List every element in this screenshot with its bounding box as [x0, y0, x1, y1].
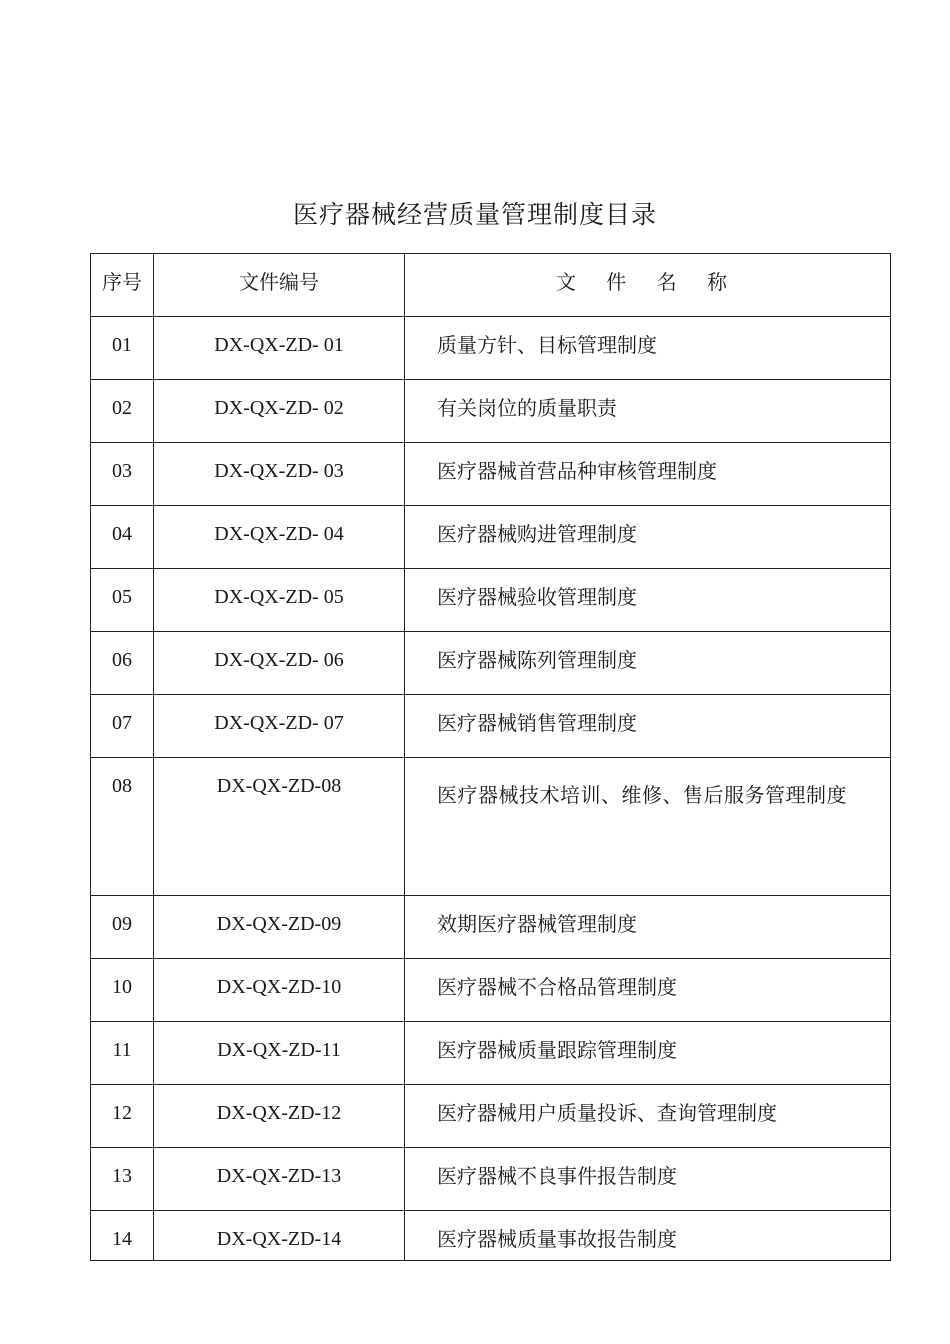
row-name: 医疗器械验收管理制度 [405, 569, 891, 632]
row-number: 03 [91, 443, 154, 506]
table-row [91, 632, 891, 695]
row-name: 医疗器械不合格品管理制度 [405, 959, 891, 1022]
header-name: 文 件 名 称 [405, 254, 891, 317]
row-code: DX-QX-ZD-10 [154, 959, 405, 1022]
row-number: 08 [91, 758, 154, 896]
page-title: 医疗器械经营质量管理制度目录 [292, 200, 657, 229]
row-name: 效期医疗器械管理制度 [405, 896, 891, 959]
row-code: DX-QX-ZD- 06 [154, 632, 405, 695]
row-name: 医疗器械质量事故报告制度 [405, 1211, 891, 1261]
row-code: DX-QX-ZD-14 [154, 1211, 405, 1261]
row-code: DX-QX-ZD-09 [154, 896, 405, 959]
row-code: DX-QX-ZD-12 [154, 1085, 405, 1148]
table-row [91, 959, 891, 1022]
header-number: 序号 [91, 254, 154, 317]
row-code: DX-QX-ZD-08 [154, 758, 405, 896]
row-code: DX-QX-ZD- 05 [154, 569, 405, 632]
row-code: DX-QX-ZD-13 [154, 1148, 405, 1211]
row-code: DX-QX-ZD- 03 [154, 443, 405, 506]
table-row [91, 896, 891, 959]
row-name: 有关岗位的质量职责 [405, 380, 891, 443]
table-row [91, 569, 891, 632]
row-name: 医疗器械销售管理制度 [405, 695, 891, 758]
document-index-table [90, 253, 891, 1261]
table-row [91, 758, 891, 896]
row-name: 医疗器械购进管理制度 [405, 506, 891, 569]
row-number: 10 [91, 959, 154, 1022]
row-code: DX-QX-ZD-11 [154, 1022, 405, 1085]
row-number: 13 [91, 1148, 154, 1211]
table-row [91, 695, 891, 758]
row-name: 医疗器械首营品种审核管理制度 [405, 443, 891, 506]
row-code: DX-QX-ZD- 07 [154, 695, 405, 758]
table-row [91, 443, 891, 506]
row-name: 质量方针、目标管理制度 [405, 317, 891, 380]
row-name: 医疗器械用户质量投诉、查询管理制度 [405, 1085, 891, 1148]
row-number: 09 [91, 896, 154, 959]
table-row [91, 1148, 891, 1211]
table-row [91, 1085, 891, 1148]
row-number: 05 [91, 569, 154, 632]
table-row [91, 506, 891, 569]
row-code: DX-QX-ZD- 01 [154, 317, 405, 380]
row-name: 医疗器械技术培训、维修、售后服务管理制度 [405, 758, 891, 896]
row-number: 04 [91, 506, 154, 569]
row-number: 07 [91, 695, 154, 758]
table-header-row [91, 254, 891, 317]
table-row [91, 317, 891, 380]
row-name: 医疗器械质量跟踪管理制度 [405, 1022, 891, 1085]
row-number: 02 [91, 380, 154, 443]
row-number: 01 [91, 317, 154, 380]
row-code: DX-QX-ZD- 02 [154, 380, 405, 443]
table-row [91, 1022, 891, 1085]
table-row [91, 380, 891, 443]
row-name: 医疗器械陈列管理制度 [405, 632, 891, 695]
table-row [91, 1211, 891, 1261]
row-number: 06 [91, 632, 154, 695]
row-number: 11 [91, 1022, 154, 1085]
row-code: DX-QX-ZD- 04 [154, 506, 405, 569]
row-number: 12 [91, 1085, 154, 1148]
row-number: 14 [91, 1211, 154, 1261]
header-code: 文件编号 [154, 254, 405, 317]
row-name: 医疗器械不良事件报告制度 [405, 1148, 891, 1211]
